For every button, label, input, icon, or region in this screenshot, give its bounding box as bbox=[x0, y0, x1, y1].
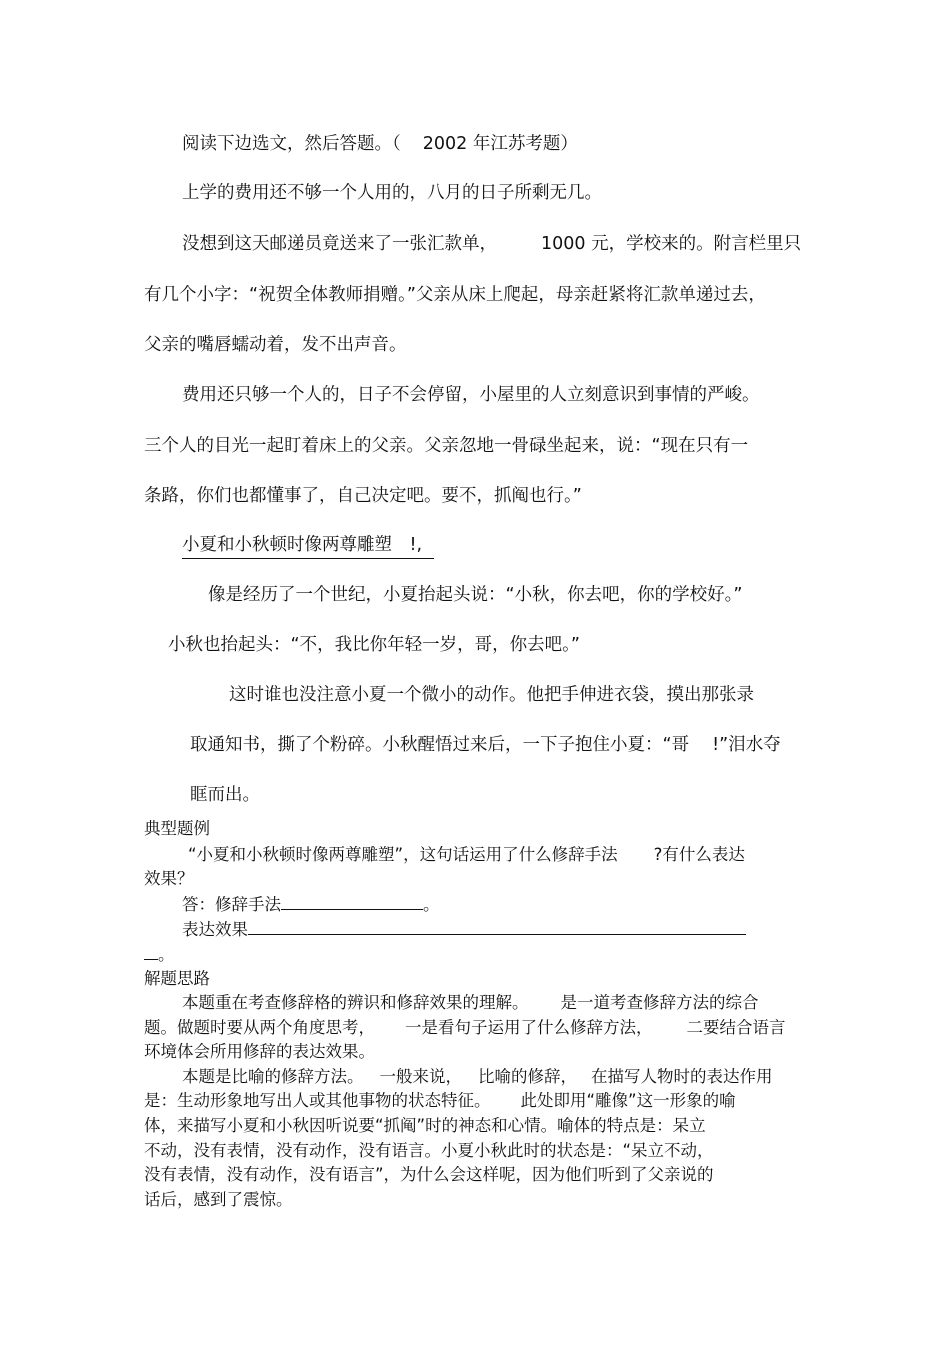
analysis-text: 一般来说， bbox=[379, 1067, 462, 1086]
analysis-text: 题。做题时要从两个角度思考， bbox=[144, 1018, 375, 1037]
analysis-text: 是：生动形象地写出人或其他事物的状态特征。 bbox=[144, 1091, 491, 1110]
passage-line: 条路，你们也都懂事了，自己决定吧。要不，抓阄也行。” bbox=[144, 486, 582, 506]
passage-line: 父亲的嘴唇蠕动着，发不出声音。 bbox=[144, 335, 407, 355]
analysis-line: 话后，感到了震惊。 bbox=[144, 1190, 293, 1209]
passage-text: 没想到这天邮递员竟送来了一张汇款单， bbox=[182, 234, 497, 254]
analysis-line bbox=[144, 1017, 786, 1039]
analysis-line: 没有表情，没有动作，没有语言”，为什么会这样呢，因为他们听到了父亲说的 bbox=[144, 1165, 714, 1184]
intro-line bbox=[182, 133, 578, 155]
passage-line: 眶而出。 bbox=[190, 785, 260, 805]
analysis-text: 二要结合语言 bbox=[686, 1018, 786, 1037]
question-text: ?有什么表达 bbox=[653, 845, 745, 864]
analysis-text: 在描写人物时的表达作用 bbox=[591, 1067, 773, 1086]
passage-line: 像是经历了一个世纪，小夏抬起头说：“小秋，你去吧，你的学校好。” bbox=[208, 585, 743, 605]
analysis-text: 是一道考查修辞方法的综合 bbox=[560, 993, 759, 1012]
answer-label: 答：修辞手法 bbox=[182, 895, 281, 914]
answer-blank-effect[interactable] bbox=[248, 918, 746, 935]
intro-year: 2002 年江苏考题） bbox=[422, 134, 578, 154]
section-heading-analysis: 解题思路 bbox=[144, 969, 210, 988]
analysis-text: 此处即用“雕像”这一形象的喻 bbox=[520, 1091, 736, 1110]
analysis-line bbox=[144, 1090, 736, 1112]
answer-blank-effect-cont[interactable] bbox=[144, 943, 158, 960]
answer-end: 。 bbox=[158, 945, 175, 964]
question-line bbox=[188, 844, 745, 866]
answer-line-effect bbox=[182, 918, 746, 941]
underlined-sentence: 小夏和小秋顿时像两尊雕塑 !, bbox=[182, 534, 434, 559]
analysis-line: 体，来描写小夏和小秋因听说要“抓阄”时的神态和心情。喻体的特点是：呆立 bbox=[144, 1116, 706, 1135]
question-line: 效果？ bbox=[144, 869, 194, 888]
passage-text: 1000 元，学校来的。附言栏里只 bbox=[541, 234, 802, 254]
analysis-text: 本题是比喻的修辞方法。 bbox=[182, 1067, 364, 1086]
passage-line: 这时谁也没注意小夏一个微小的动作。他把手伸进衣袋，摸出那张录 bbox=[229, 685, 754, 705]
passage-line: 三个人的目光一起盯着床上的父亲。父亲忽地一骨碌坐起来，说：“现在只有一 bbox=[144, 436, 749, 456]
answer-label: 表达效果 bbox=[182, 920, 248, 939]
answer-blank-rhetoric[interactable] bbox=[281, 893, 423, 910]
analysis-line: 不动，没有表情，没有动作，没有语言。小夏小秋此时的状态是：“呆立不动， bbox=[144, 1141, 714, 1160]
passage-line: 小秋也抬起头：“不，我比你年轻一岁，哥，你去吧。” bbox=[168, 635, 580, 655]
intro-text: 阅读下边选文，然后答题。（ bbox=[182, 134, 401, 154]
passage-line bbox=[182, 233, 801, 255]
answer-end: 。 bbox=[423, 895, 440, 914]
analysis-line bbox=[182, 1066, 773, 1088]
passage-line: 有几个小字：“祝贺全体教师捐赠。”父亲从床上爬起，母亲赶紧将汇款单递过去， bbox=[144, 285, 766, 305]
question-text: “小夏和小秋顿时像两尊雕塑”，这句话运用了什么修辞手法 bbox=[188, 845, 618, 864]
passage-line: 上学的费用还不够一个人用的，八月的日子所剩无几。 bbox=[182, 183, 602, 203]
answer-line-rhetoric bbox=[182, 893, 440, 916]
analysis-text: 一是看句子运用了什么修辞方法， bbox=[405, 1018, 653, 1037]
analysis-line bbox=[182, 992, 759, 1014]
answer-line-effect-cont bbox=[144, 943, 175, 966]
section-heading-example: 典型题例 bbox=[144, 819, 210, 838]
passage-line: 取通知书，撕了个粉碎。小秋醒悟过来后，一下子抱住小夏：“哥 !”泪水夺 bbox=[190, 735, 781, 755]
analysis-line: 环境体会所用修辞的表达效果。 bbox=[144, 1042, 375, 1061]
analysis-text: 比喻的修辞， bbox=[478, 1067, 577, 1086]
analysis-text: 本题重在考查修辞格的辨识和修辞效果的理解。 bbox=[182, 993, 529, 1012]
passage-line: 费用还只够一个人的，日子不会停留，小屋里的人立刻意识到事情的严峻。 bbox=[182, 385, 760, 405]
